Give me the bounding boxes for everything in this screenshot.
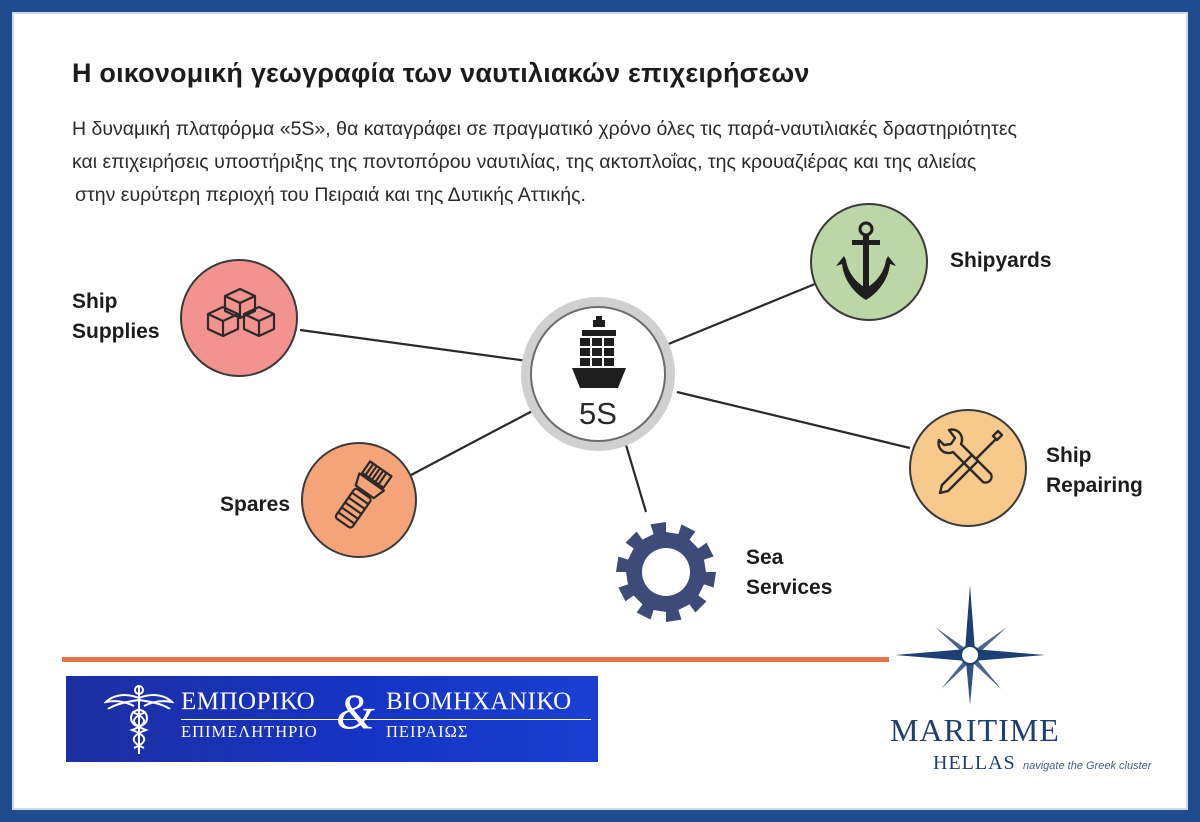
connector-shipyards [666, 284, 815, 345]
hub-node [521, 297, 675, 451]
label-spares: Spares [220, 493, 291, 516]
chamber-underline-right [386, 719, 591, 720]
gear-icon [616, 522, 716, 622]
chamber-word-epimelitirio: ΕΠΙΜΕΛΗΤΗΡΙΟ [181, 722, 318, 741]
chamber-word-emporiko: ΕΜΠΟΡΙΚΟ [181, 688, 316, 715]
chamber-logo [66, 676, 598, 762]
chamber-ampersand: & [336, 683, 375, 739]
orange-divider [62, 657, 889, 662]
page-title: Η οικονομική γεωγραφία των ναυτιλιακών επιχειρήσεων [72, 58, 810, 88]
label-shipyards: Shipyards [950, 249, 1052, 272]
connector-sea-services [626, 445, 646, 512]
node-sea-services [616, 522, 716, 622]
compass-star-icon [895, 585, 1055, 705]
connector-spares [411, 408, 538, 475]
gear-hole [642, 548, 690, 596]
subtitle-line-3: στην ευρύτερη περιοχή του Πειραιά και της Δυτικής Αττικής. [75, 184, 586, 206]
connector-ship-repairing [677, 392, 910, 448]
label-sea-services: Sea Services [746, 546, 833, 599]
maritime-logo-main: MARITIME [890, 712, 1060, 748]
subtitle-line-1: Η δυναμική πλατφόρμα «5S», θα καταγράφει σε πραγματικό χρόνο όλες τις παρά-ναυτιλιακές δραστηριότητες [72, 118, 1017, 140]
spares-circle [302, 443, 416, 557]
subtitle-line-2: και επιχειρήσεις υποστήριξης της ποντοπόρου ναυτιλίας, της ακτοπλοΐας, της κρουαζιέρας και της αλιείας [72, 151, 977, 173]
maritime-logo-sub: HELLAS [933, 752, 1016, 774]
node-ship-repairing [910, 410, 1026, 526]
chamber-word-peiraios: ΠΕΙΡΑΙΩΣ [386, 722, 469, 741]
node-ship-supplies [181, 260, 297, 376]
node-shipyards [811, 204, 927, 320]
maritime-logo-tagline: navigate the Greek cluster [1023, 760, 1152, 772]
label-ship-supplies: Ship Supplies [72, 290, 160, 343]
connector-ship-supplies [300, 330, 535, 362]
node-spares [302, 443, 416, 557]
chamber-word-viomichaniko: ΒΙΟΜΗΧΑΝΙΚΟ [386, 688, 572, 715]
label-ship-repairing: Ship Repairing [1046, 444, 1143, 497]
caduceus-icon [104, 682, 174, 756]
hub-label: 5S [579, 396, 617, 431]
